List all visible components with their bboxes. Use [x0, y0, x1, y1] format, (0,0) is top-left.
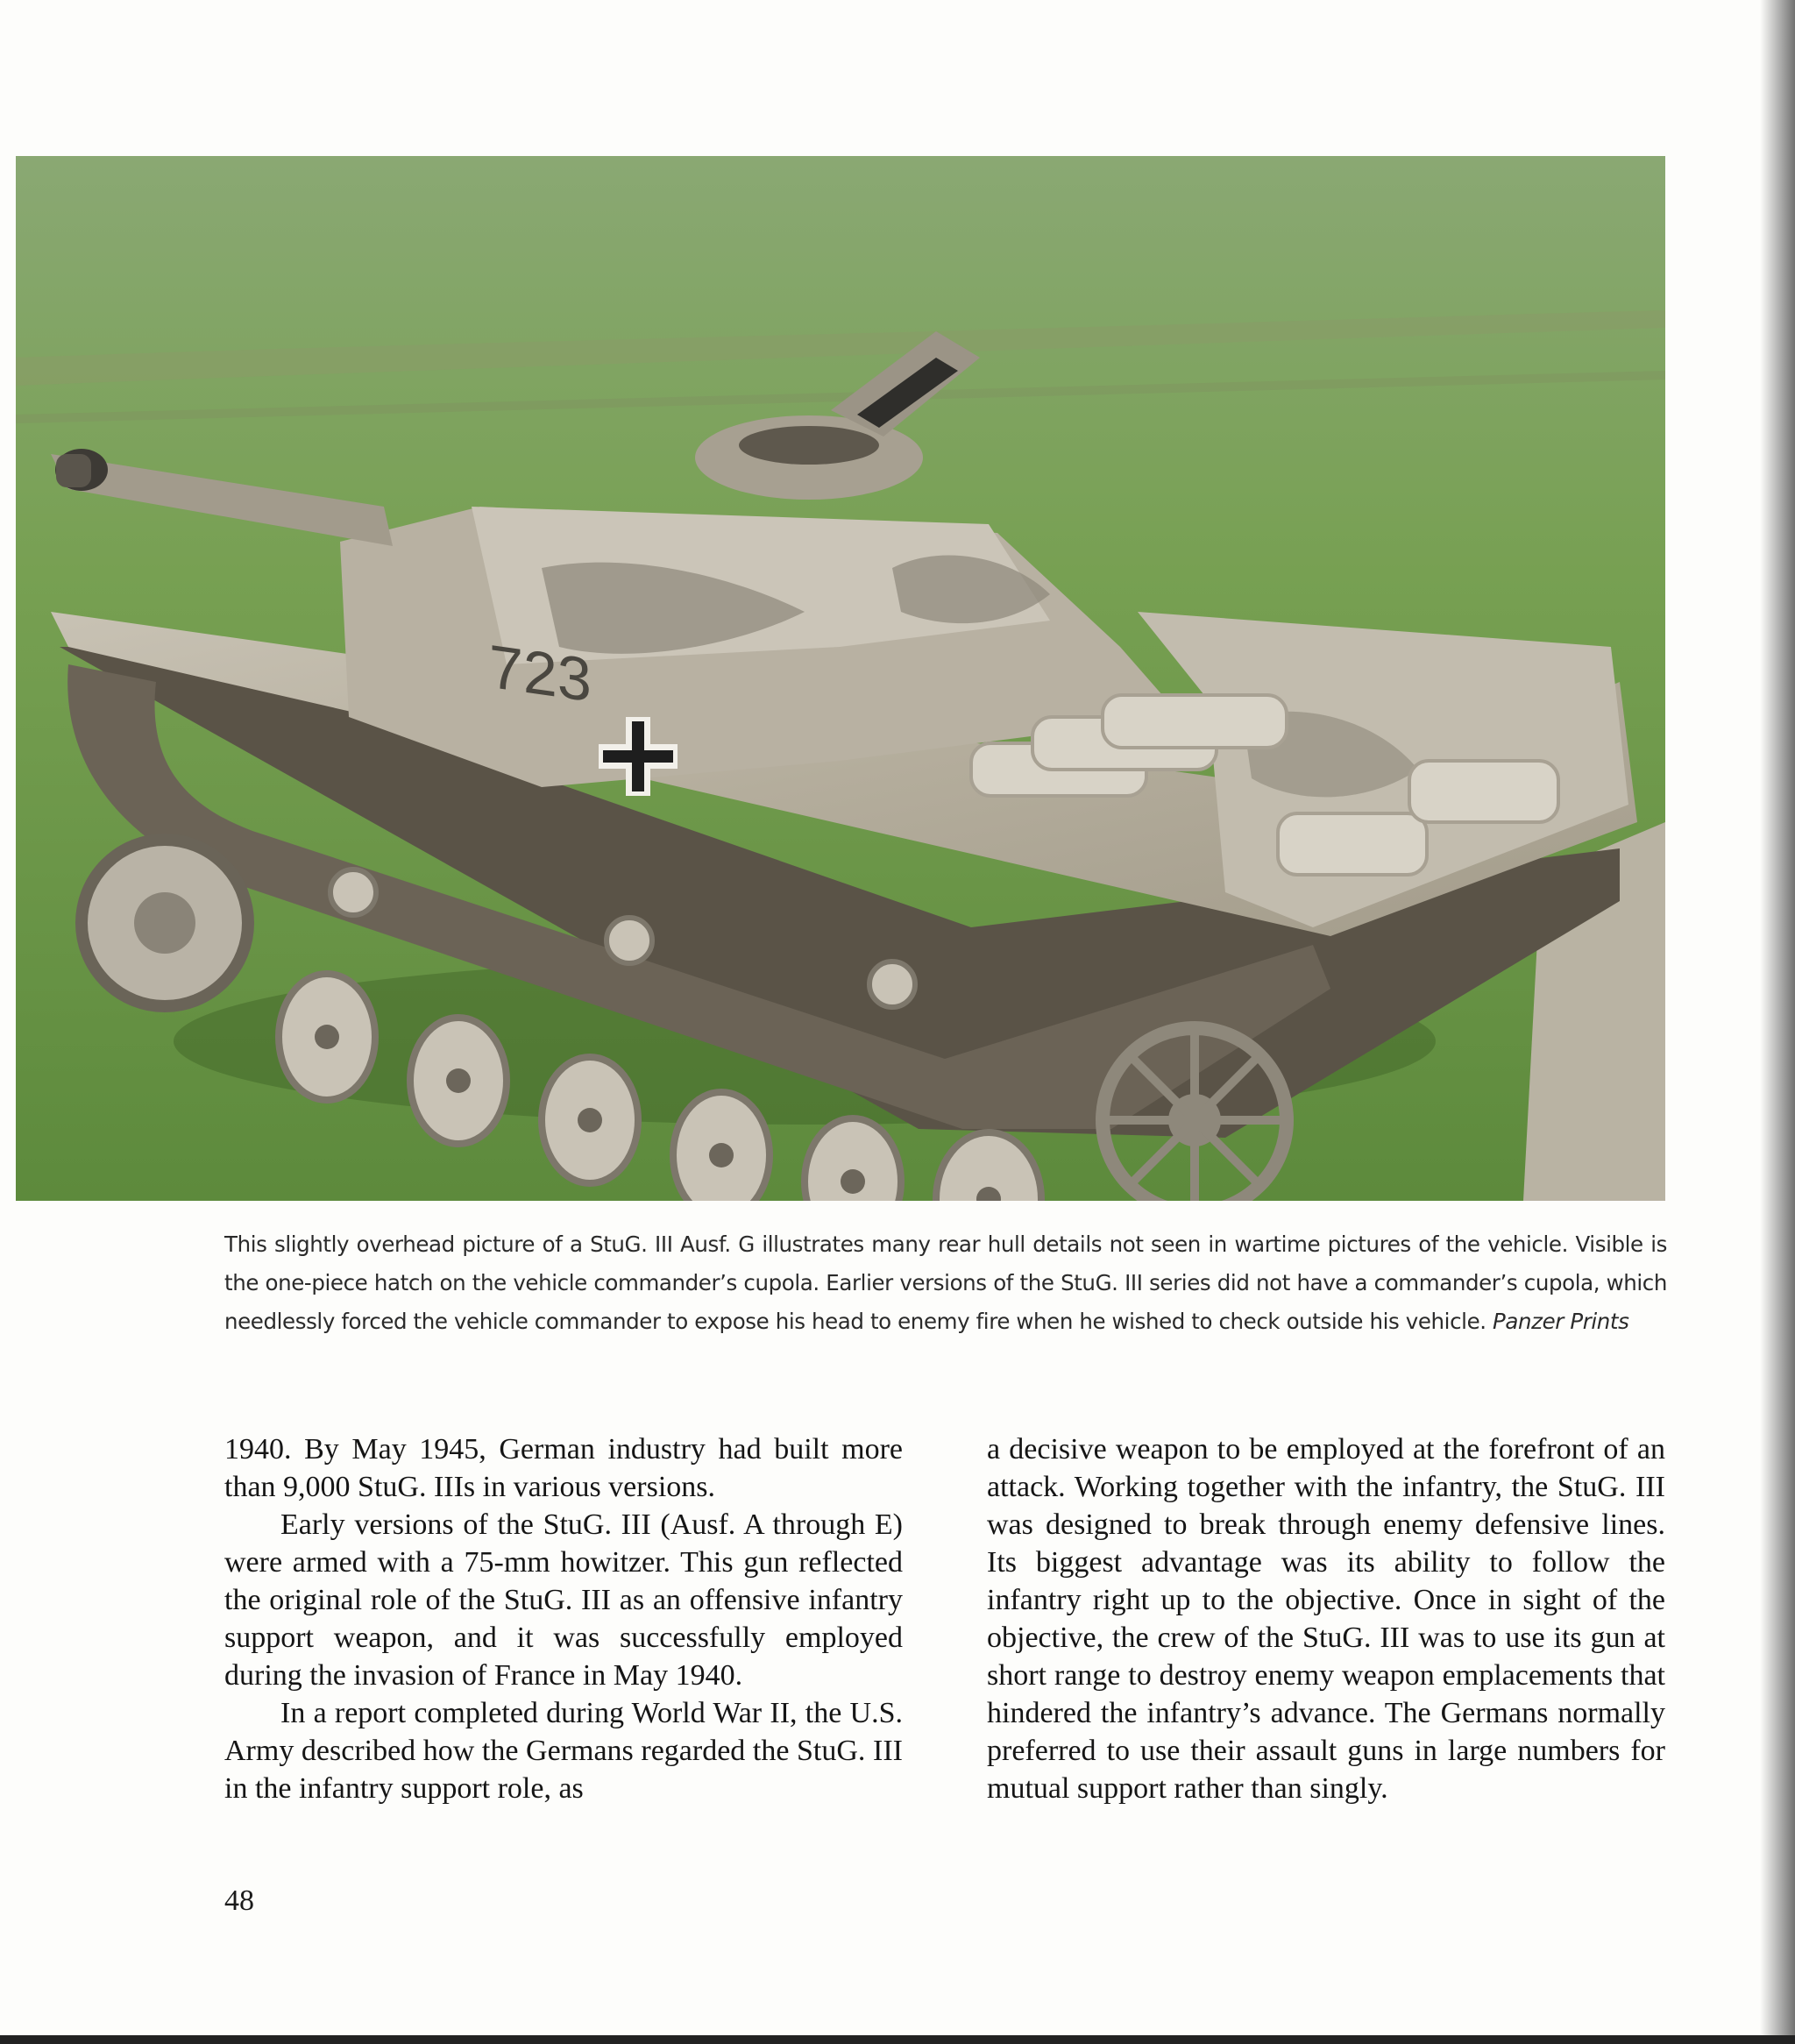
paragraph: Early versions of the StuG. III (Ausf. A through E) were armed with a 75-mm howitzer. This gun reflected the original role of the StuG. III as an offensive infantry support weapon, and it was successfully employed during the invasion of France in May 1940.	[224, 1508, 903, 1692]
tank-illustration	[16, 156, 1665, 1201]
stug-photo	[16, 156, 1665, 1201]
body-column-left	[224, 1430, 903, 1807]
page-number: 48	[224, 1884, 254, 1917]
body-column-right	[987, 1430, 1665, 1807]
paragraph: a decisive weapon to be employed at the forefront of an attack. Working together with the infantry, the StuG. III was designed to break through enemy defensive lines. Its biggest advantage was its ability to follow the infantry right up to the objective. Once in sight of the objective, the crew of the StuG. III was to use its gun at short range to destroy enemy weapon emplacements that hindered the infantry’s advance. The Germans normally preferred to use their assault guns in large numbers for mutual support rather than singly.	[987, 1433, 1665, 1805]
caption-text: This slightly overhead picture of a StuG. III Ausf. G illustrates many rear hull details not seen in wartime pictures of the vehicle. Visible is the one-piece hatch on the vehicle commander’s cupola. Earlier versions of the StuG. III series did not have a commander’s cupola, which needlessly forced the vehicle commander to expose his head to enemy fire when he wished to check outside his vehicle.	[224, 1231, 1667, 1334]
page-edge-shadow	[1760, 0, 1795, 2044]
drive-sprocket	[82, 840, 248, 1006]
photo-credit: Panzer Prints	[1493, 1309, 1629, 1334]
scan-bottom-edge	[0, 2035, 1795, 2044]
hull-number: 723	[489, 631, 592, 715]
figure-caption	[224, 1225, 1667, 1341]
paragraph: 1940. By May 1945, German industry had built more than 9,000 StuG. IIIs in various versions.	[224, 1433, 903, 1503]
paragraph: In a report completed during World War II, the U.S. Army described how the Germans regarded the StuG. III in the infantry support role, as	[224, 1697, 903, 1805]
